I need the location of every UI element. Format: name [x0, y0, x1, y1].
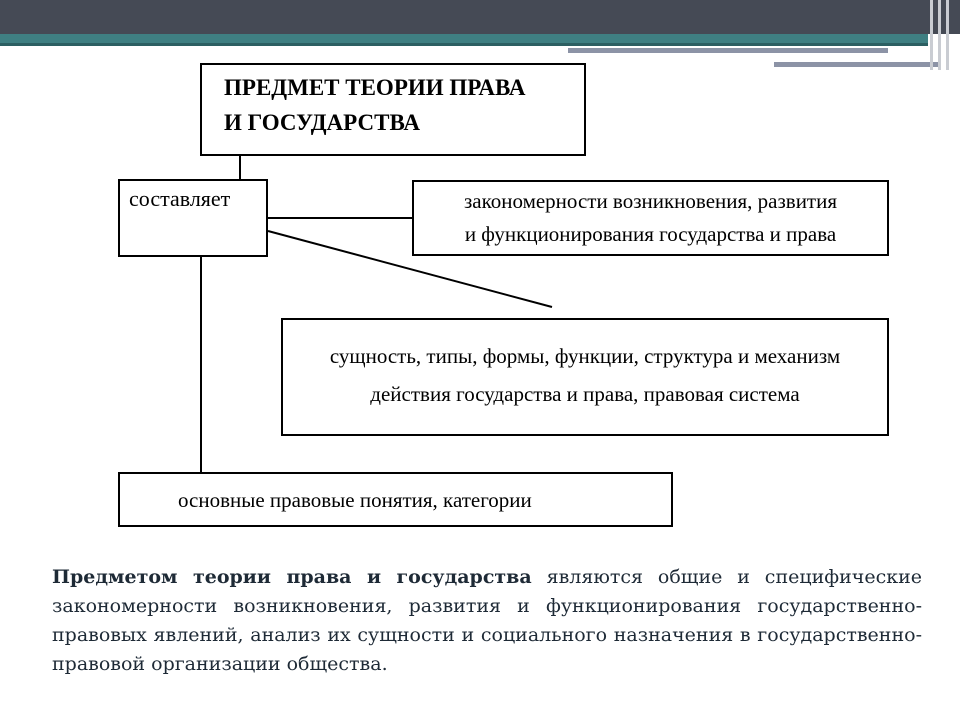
node-zakonomernosti — [412, 180, 889, 256]
node-sushnost-line-2: действия государства и права, правовая система — [370, 382, 800, 406]
definition-paragraph — [52, 563, 922, 679]
diagram-title-line-1: ПРЕДМЕТ ТЕОРИИ ПРАВА — [224, 75, 526, 100]
node-sushnost — [281, 318, 889, 436]
diagram-title-box — [200, 63, 586, 156]
node-sostavlyaet-label: составляет — [129, 186, 231, 211]
node-zakonomernosti-line-1: закономерности возникновения, развития — [463, 189, 838, 213]
node-osnovnye — [118, 472, 673, 527]
definition-lead: Предметом теории права и государства — [52, 566, 532, 588]
node-osnovnye-label: основные правовые понятия, категории — [178, 488, 532, 512]
node-zakonomernosti-line-2: и функционирования государства и права — [464, 222, 837, 246]
node-sostavlyaet — [118, 179, 268, 257]
diagram-title-line-2: И ГОСУДАРСТВА — [224, 110, 420, 135]
node-sushnost-line-1: сущность, типы, формы, функции, структура и механизм — [329, 344, 841, 368]
definition-rest: являются общие и специфические закономерности возникновения, развития и функционирования государственно-правовых явлений, анализ их сущности и социального назначения в государственно-правовой организации общества. — [52, 566, 922, 675]
